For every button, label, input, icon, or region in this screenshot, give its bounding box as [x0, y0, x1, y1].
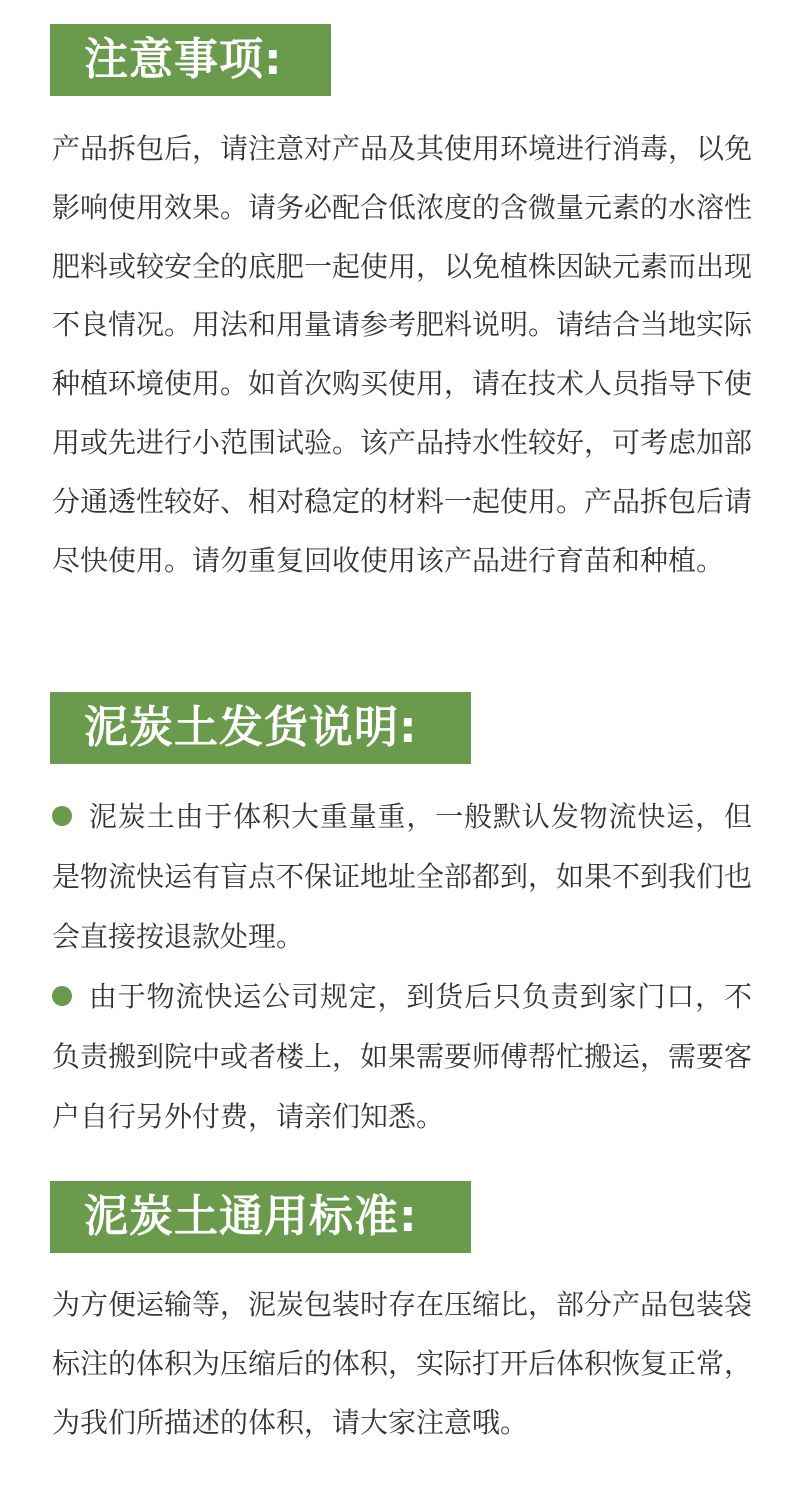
standard-paragraph: 为方便运输等，泥炭包装时存在压缩比，部分产品包装袋标注的体积为压缩后的体积，实际打开后体积恢复正常，为我们所描述的体积，请大家注意哦。	[52, 1288, 753, 1439]
shipping-bullet-item	[52, 787, 752, 967]
bullet-dot-icon	[52, 806, 72, 826]
section-heading-shipping: 泥炭土发货说明:	[50, 692, 471, 764]
notes-paragraph: 产品拆包后，请注意对产品及其使用环境进行消毒，以免影响使用效果。请务必配合低浓度的含微量元素的水溶性肥料或较安全的底肥一起使用，以免植株因缺元素而出现不良情况。用法和用量请参考肥料说明。请结合当地实际种植环境使用。如首次购买使用，请在技术人员指导下使用或先进行小范围试验。该产品持水性较好，可考虑加部分通透性较好、相对稳定的材料一起使用。产品拆包后请尽快使用。请勿重复回收使用该产品进行育苗和种植。	[52, 132, 753, 577]
bullet-dot-icon	[52, 986, 72, 1006]
section-heading-standard: 泥炭土通用标准:	[50, 1181, 471, 1253]
shipping-bullet-text: 由于物流快运公司规定，到货后只负责到家门口，不负责搬到院中或者楼上，如果需要师傅帮忙搬运，需要客户自行另外付费，请亲们知悉。	[52, 980, 753, 1133]
shipping-bullet-item	[52, 967, 752, 1147]
section-heading-notes: 注意事项:	[50, 24, 331, 96]
shipping-bullet-text: 泥炭土由于体积大重量重，一般默认发物流快运，但是物流快运有盲点不保证地址全部都到，如果不到我们也会直接按退款处理。	[52, 800, 753, 953]
